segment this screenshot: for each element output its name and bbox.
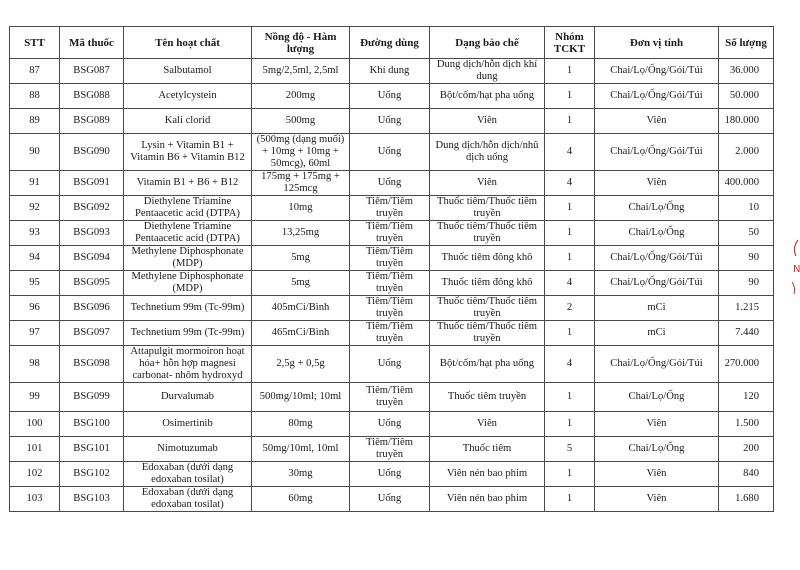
cell-unit: Chai/Lọ/Ống/Gói/Túi — [595, 84, 719, 109]
cell-strength: 5mg/2,5ml, 2,5ml — [252, 59, 350, 84]
cell-quantity: 270.000 — [719, 346, 774, 383]
cell-quantity: 1.215 — [719, 296, 774, 321]
cell-quantity: 7.440 — [719, 321, 774, 346]
cell-ingredient: Vitamin B1 + B6 + B12 — [124, 171, 252, 196]
cell-route: Tiêm/Tiêm truyền — [350, 271, 430, 296]
cell-ingredient: Edoxaban (dưới dạng edoxaban tosilat) — [124, 487, 252, 512]
table-row — [10, 109, 774, 134]
cell-stt: 88 — [10, 84, 60, 109]
cell-group: 4 — [545, 171, 595, 196]
cell-unit: Chai/Lọ/Ống/Gói/Túi — [595, 134, 719, 171]
cell-quantity: 400.000 — [719, 171, 774, 196]
cell-stt: 102 — [10, 462, 60, 487]
cell-ingredient: Attapulgit mormoiron hoạt hóa+ hỗn hợp magnesi carbonat- nhôm hydroxyd — [124, 346, 252, 383]
cell-route: Uống — [350, 346, 430, 383]
cell-quantity: 10 — [719, 196, 774, 221]
table-row — [10, 346, 774, 383]
cell-strength: 200mg — [252, 84, 350, 109]
table-row — [10, 221, 774, 246]
drug-list-table — [9, 26, 774, 512]
cell-drug-code: BSG100 — [60, 412, 124, 437]
cell-stt: 101 — [10, 437, 60, 462]
cell-stt: 87 — [10, 59, 60, 84]
header-unit: Đơn vị tính — [595, 27, 719, 59]
header-route: Đường dùng — [350, 27, 430, 59]
cell-strength: 5mg — [252, 246, 350, 271]
header-ingredient: Tên hoạt chất — [124, 27, 252, 59]
cell-group: 1 — [545, 109, 595, 134]
cell-route: Tiêm/Tiêm truyền — [350, 296, 430, 321]
table-row — [10, 462, 774, 487]
cell-strength: 500mg/10ml; 10ml — [252, 383, 350, 412]
cell-dosage-form: Bột/cốm/hạt pha uống — [430, 84, 545, 109]
cell-strength: 175mg + 175mg + 125mcg — [252, 171, 350, 196]
cell-ingredient: Kali clorid — [124, 109, 252, 134]
cell-strength: 500mg — [252, 109, 350, 134]
cell-group: 1 — [545, 59, 595, 84]
cell-quantity: 120 — [719, 383, 774, 412]
cell-unit: Viên — [595, 412, 719, 437]
cell-drug-code: BSG088 — [60, 84, 124, 109]
cell-quantity: 50.000 — [719, 84, 774, 109]
cell-dosage-form: Thuốc tiêm/Thuốc tiêm truyền — [430, 296, 545, 321]
cell-route: Uống — [350, 487, 430, 512]
cell-dosage-form: Thuốc tiêm đông khô — [430, 246, 545, 271]
cell-route: Uống — [350, 171, 430, 196]
cell-unit: Chai/Lọ/Ống/Gói/Túi — [595, 346, 719, 383]
cell-group: 4 — [545, 271, 595, 296]
table-row — [10, 487, 774, 512]
cell-group: 1 — [545, 462, 595, 487]
cell-stt: 96 — [10, 296, 60, 321]
cell-quantity: 36.000 — [719, 59, 774, 84]
cell-quantity: 200 — [719, 437, 774, 462]
cell-quantity: 50 — [719, 221, 774, 246]
table-row — [10, 171, 774, 196]
cell-ingredient: Salbutamol — [124, 59, 252, 84]
cell-route: Tiêm/Tiêm truyền — [350, 196, 430, 221]
cell-route: Uống — [350, 134, 430, 171]
table-row — [10, 321, 774, 346]
table-body — [10, 59, 774, 512]
cell-unit: Viên — [595, 487, 719, 512]
cell-drug-code: BSG103 — [60, 487, 124, 512]
cell-stt: 103 — [10, 487, 60, 512]
table-row — [10, 412, 774, 437]
cell-strength: 30mg — [252, 462, 350, 487]
cell-dosage-form: Viên — [430, 412, 545, 437]
cell-dosage-form: Dung dịch/hỗn dịch khí dung — [430, 59, 545, 84]
table-row — [10, 59, 774, 84]
header-strength: Nồng độ - Hàm lượng — [252, 27, 350, 59]
cell-quantity: 90 — [719, 246, 774, 271]
cell-ingredient: Osimertinib — [124, 412, 252, 437]
cell-ingredient: Nimotuzumab — [124, 437, 252, 462]
cell-group: 1 — [545, 221, 595, 246]
cell-drug-code: BSG096 — [60, 296, 124, 321]
cell-dosage-form: Viên nén bao phim — [430, 487, 545, 512]
cell-ingredient: Diethylene Triamine Pentaacetic acid (DTPA) — [124, 221, 252, 246]
table-row — [10, 437, 774, 462]
cell-drug-code: BSG093 — [60, 221, 124, 246]
cell-strength: (500mg (dạng muối) + 10mg + 10mg + 50mcg), 60ml — [252, 134, 350, 171]
cell-drug-code: BSG094 — [60, 246, 124, 271]
cell-ingredient: Technetium 99m (Tc-99m) — [124, 296, 252, 321]
cell-unit: Chai/Lọ/Ống — [595, 221, 719, 246]
table-row — [10, 296, 774, 321]
cell-stt: 98 — [10, 346, 60, 383]
cell-group: 1 — [545, 196, 595, 221]
header-quantity: Số lượng — [719, 27, 774, 59]
table-row — [10, 383, 774, 412]
cell-ingredient: Diethylene Triamine Pentaacetic acid (DTPA) — [124, 196, 252, 221]
cell-route: Khí dung — [350, 59, 430, 84]
cell-unit: Chai/Lọ/Ống — [595, 383, 719, 412]
cell-dosage-form: Thuốc tiêm đông khô — [430, 271, 545, 296]
cell-drug-code: BSG099 — [60, 383, 124, 412]
cell-quantity: 1.680 — [719, 487, 774, 512]
cell-strength: 10mg — [252, 196, 350, 221]
cell-group: 2 — [545, 296, 595, 321]
cell-route: Uống — [350, 109, 430, 134]
cell-quantity: 2.000 — [719, 134, 774, 171]
cell-ingredient: Methylene Diphosphonate (MDP) — [124, 271, 252, 296]
header-group: Nhóm TCKT — [545, 27, 595, 59]
cell-group: 1 — [545, 246, 595, 271]
cell-stt: 91 — [10, 171, 60, 196]
cell-unit: Viên — [595, 171, 719, 196]
cell-unit: mCi — [595, 296, 719, 321]
cell-quantity: 1.500 — [719, 412, 774, 437]
cell-group: 5 — [545, 437, 595, 462]
cell-unit: mCi — [595, 321, 719, 346]
cell-unit: Viên — [595, 462, 719, 487]
cell-route: Tiêm/Tiêm truyền — [350, 383, 430, 412]
cell-stt: 97 — [10, 321, 60, 346]
cell-unit: Chai/Lọ/Ống — [595, 196, 719, 221]
cell-drug-code: BSG102 — [60, 462, 124, 487]
header-drug-code: Mã thuốc — [60, 27, 124, 59]
cell-ingredient: Durvalumab — [124, 383, 252, 412]
cell-drug-code: BSG089 — [60, 109, 124, 134]
cell-dosage-form: Thuốc tiêm — [430, 437, 545, 462]
cell-dosage-form: Thuốc tiêm/Thuốc tiêm truyền — [430, 321, 545, 346]
cell-strength: 2,5g + 0,5g — [252, 346, 350, 383]
cell-quantity: 840 — [719, 462, 774, 487]
cell-drug-code: BSG097 — [60, 321, 124, 346]
cell-drug-code: BSG087 — [60, 59, 124, 84]
cell-stt: 99 — [10, 383, 60, 412]
cell-unit: Chai/Lọ/Ống — [595, 437, 719, 462]
cell-dosage-form: Bột/cốm/hạt pha uống — [430, 346, 545, 383]
cell-dosage-form: Thuốc tiêm/Thuốc tiêm truyền — [430, 196, 545, 221]
cell-unit: Viên — [595, 109, 719, 134]
cell-drug-code: BSG092 — [60, 196, 124, 221]
table-row — [10, 84, 774, 109]
cell-drug-code: BSG095 — [60, 271, 124, 296]
cell-stt: 93 — [10, 221, 60, 246]
cell-ingredient: Technetium 99m (Tc-99m) — [124, 321, 252, 346]
cell-ingredient: Edoxaban (dưới dạng edoxaban tosilat) — [124, 462, 252, 487]
cell-quantity: 180.000 — [719, 109, 774, 134]
table-row — [10, 246, 774, 271]
table-header-row — [10, 27, 774, 59]
cell-stt: 94 — [10, 246, 60, 271]
cell-route: Uống — [350, 412, 430, 437]
cell-strength: 465mCi/Bình — [252, 321, 350, 346]
cell-dosage-form: Viên nén bao phim — [430, 462, 545, 487]
cell-ingredient: Acetylcystein — [124, 84, 252, 109]
cell-strength: 405mCi/Bình — [252, 296, 350, 321]
cell-route: Tiêm/Tiêm truyền — [350, 321, 430, 346]
table-row — [10, 271, 774, 296]
cell-strength: 50mg/10ml, 10ml — [252, 437, 350, 462]
cell-stt: 100 — [10, 412, 60, 437]
cell-group: 1 — [545, 412, 595, 437]
cell-group: 1 — [545, 383, 595, 412]
cell-unit: Chai/Lọ/Ống/Gói/Túi — [595, 59, 719, 84]
cell-ingredient: Lysin + Vitamin B1 + Vitamin B6 + Vitamin B12 — [124, 134, 252, 171]
svg-text:N: N — [793, 264, 800, 275]
cell-drug-code: BSG101 — [60, 437, 124, 462]
cell-route: Tiêm/Tiêm truyền — [350, 246, 430, 271]
cell-group: 1 — [545, 487, 595, 512]
cell-stt: 89 — [10, 109, 60, 134]
red-stamp-mark — [786, 238, 800, 298]
table-row — [10, 196, 774, 221]
cell-dosage-form: Thuốc tiêm/Thuốc tiêm truyền — [430, 221, 545, 246]
cell-dosage-form: Viên — [430, 171, 545, 196]
cell-route: Tiêm/Tiêm truyền — [350, 437, 430, 462]
cell-ingredient: Methylene Diphosphonate (MDP) — [124, 246, 252, 271]
cell-stt: 95 — [10, 271, 60, 296]
cell-strength: 5mg — [252, 271, 350, 296]
cell-unit: Chai/Lọ/Ống/Gói/Túi — [595, 271, 719, 296]
cell-group: 1 — [545, 321, 595, 346]
cell-drug-code: BSG098 — [60, 346, 124, 383]
cell-group: 4 — [545, 134, 595, 171]
cell-stt: 90 — [10, 134, 60, 171]
header-stt: STT — [10, 27, 60, 59]
header-dosage-form: Dạng bào chế — [430, 27, 545, 59]
cell-dosage-form: Dung dịch/hỗn dịch/nhũ dịch uống — [430, 134, 545, 171]
cell-group: 1 — [545, 84, 595, 109]
cell-route: Tiêm/Tiêm truyền — [350, 221, 430, 246]
cell-quantity: 90 — [719, 271, 774, 296]
cell-group: 4 — [545, 346, 595, 383]
cell-drug-code: BSG090 — [60, 134, 124, 171]
cell-route: Uống — [350, 462, 430, 487]
cell-dosage-form: Thuốc tiêm truyền — [430, 383, 545, 412]
cell-dosage-form: Viên — [430, 109, 545, 134]
cell-strength: 80mg — [252, 412, 350, 437]
cell-stt: 92 — [10, 196, 60, 221]
cell-route: Uống — [350, 84, 430, 109]
cell-strength: 60mg — [252, 487, 350, 512]
table-row — [10, 134, 774, 171]
cell-unit: Chai/Lọ/Ống/Gói/Túi — [595, 246, 719, 271]
cell-strength: 13,25mg — [252, 221, 350, 246]
cell-drug-code: BSG091 — [60, 171, 124, 196]
